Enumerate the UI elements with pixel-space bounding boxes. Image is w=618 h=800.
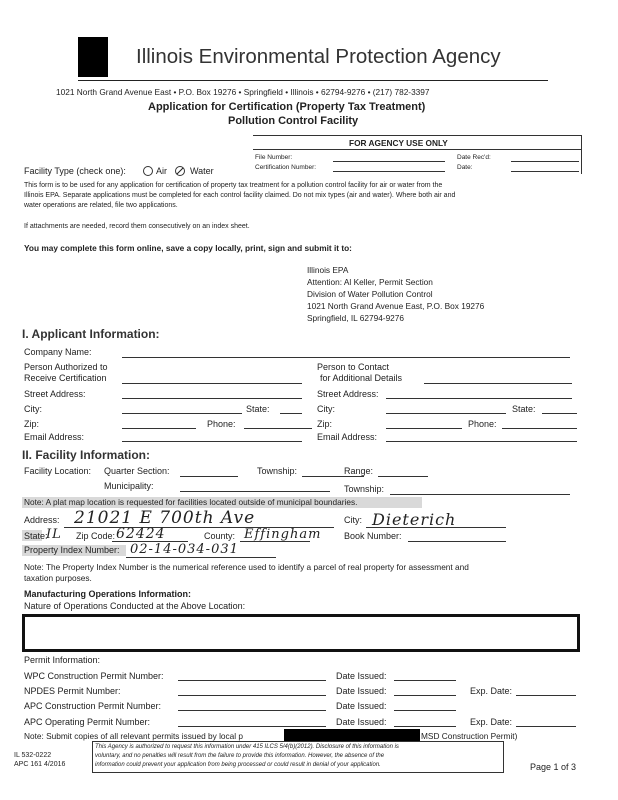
apc-operating-field[interactable]: [178, 726, 326, 727]
agency-use-title: FOR AGENCY USE ONLY: [349, 138, 448, 148]
mail-to-line: Division of Water Pollution Control: [307, 289, 433, 299]
air-label: Air: [156, 166, 167, 176]
pin-field: [126, 557, 276, 558]
state-field[interactable]: [280, 413, 302, 414]
contact-person-label: Person to Contact: [317, 362, 390, 372]
pin-label: Property Index Number:: [24, 545, 120, 555]
book-number-label: Book Number:: [344, 531, 402, 541]
phone-label: Phone:: [207, 419, 236, 429]
municipality-label: Municipality:: [104, 481, 154, 491]
zip-code-value[interactable]: 62424: [116, 526, 166, 542]
apc-construction-field[interactable]: [178, 710, 326, 711]
permit-note: Note: Submit copies of all relevant permits issued by local p: [24, 731, 244, 741]
range-label: Range:: [344, 466, 374, 476]
apc-construction-date-label: Date Issued:: [336, 701, 387, 711]
contact-phone-field[interactable]: [502, 428, 577, 429]
phone-field[interactable]: [244, 428, 312, 429]
facility-location-label: Facility Location:: [24, 466, 92, 476]
date-recd-field[interactable]: [511, 161, 579, 162]
section-2-heading: II. Facility Information:: [22, 448, 151, 462]
apc-construction-date-field[interactable]: [394, 710, 456, 711]
township-2-field[interactable]: [390, 494, 570, 495]
disclaimer-text: This Agency is authorized to request this information under 415 ILCS 5/4(b)(2012). Disclosure of this information is: [95, 744, 399, 750]
submit-instruction: You may complete this form online, save a copy locally, print, sign and submit it to:: [24, 243, 352, 253]
intro-text: This form is to be used for any application for certification of property tax treatment for a pollution control facility for air or water from the: [24, 182, 443, 189]
attachments-note: If attachments are needed, record them consecutively on an index sheet.: [24, 223, 250, 230]
pin-value[interactable]: 02-14-034-031: [130, 542, 239, 557]
agency-use-box: [253, 135, 582, 174]
npdes-permit-field[interactable]: [178, 695, 326, 696]
email-field[interactable]: [122, 441, 302, 442]
mail-to-line: Springfield, IL 62794-9276: [307, 313, 405, 323]
agency-address: 1021 North Grand Avenue East • P.O. Box 19276 • Springfield • Illinois • 62794-9276 • (217) 782-3397: [56, 87, 430, 97]
authorized-person-label: Person Authorized to: [24, 362, 108, 372]
agency-logo: [78, 37, 108, 77]
apc-operating-exp-label: Exp. Date:: [470, 717, 513, 727]
quarter-section-field[interactable]: [180, 476, 238, 477]
header-rule: [78, 80, 548, 81]
municipality-field[interactable]: [180, 491, 330, 492]
street-address-label: Street Address:: [24, 389, 86, 399]
contact-phone-label: Phone:: [468, 419, 497, 429]
disclaimer-text: information could prevent your application from being processed or could result in denial of your application.: [95, 762, 381, 768]
form-id: IL 532-0222: [14, 752, 52, 759]
contact-city-field[interactable]: [386, 413, 506, 414]
contact-state-field[interactable]: [542, 413, 577, 414]
address-label: Address:: [24, 515, 60, 525]
intro-text: Illinois EPA. Separate applications must be completed for each control facility claimed. Do not mix types (air and water). Where both air and: [24, 192, 456, 199]
date-recd-label: Date Rec'd:: [457, 154, 491, 161]
company-name-label: Company Name:: [24, 347, 92, 357]
water-label: Water: [190, 166, 214, 176]
check-mark-icon: [175, 166, 185, 176]
apc-construction-label: APC Construction Permit Number:: [24, 701, 162, 711]
permit-note-end: MSD Construction Permit): [421, 731, 518, 741]
intro-text: water operations are related, file two applications.: [24, 202, 178, 209]
zip-field[interactable]: [122, 428, 196, 429]
county-value[interactable]: Effingham: [244, 527, 322, 542]
county-label: County:: [204, 531, 236, 541]
apc-operating-label: APC Operating Permit Number:: [24, 717, 151, 727]
pin-note: Note: The Property Index Number is the numerical reference used to identify a parcel of real property for assessment and: [24, 562, 469, 572]
contact-street-label: Street Address:: [317, 389, 379, 399]
email-label: Email Address:: [24, 432, 85, 442]
npdes-date-issued-field[interactable]: [394, 695, 456, 696]
pin-note: taxation purposes.: [24, 573, 92, 583]
date-field[interactable]: [511, 171, 579, 172]
section-1-heading: I. Applicant Information:: [22, 327, 160, 341]
page-number: Page 1 of 3: [530, 762, 577, 772]
cert-number-field[interactable]: [333, 171, 445, 172]
contact-zip-label: Zip:: [317, 419, 333, 429]
zip-code-label: Zip Code:: [76, 531, 116, 541]
mail-to-line: 1021 North Grand Avenue East, P.O. Box 19276: [307, 301, 485, 311]
form-title: Application for Certification (Property Tax Treatment): [148, 101, 426, 113]
wpc-date-issued-field[interactable]: [394, 680, 456, 681]
manufacturing-heading: Manufacturing Operations Information:: [24, 589, 192, 599]
township-label: Township:: [257, 466, 298, 476]
zip-label: Zip:: [24, 419, 40, 429]
facility-state-value[interactable]: IL: [46, 527, 62, 542]
mail-to-line: Illinois EPA: [307, 265, 349, 275]
wpc-date-issued-label: Date Issued:: [336, 671, 387, 681]
contact-email-label: Email Address:: [317, 432, 378, 442]
state-label: State:: [246, 404, 270, 414]
npdes-date-issued-label: Date Issued:: [336, 686, 387, 696]
water-radio[interactable]: [175, 166, 185, 176]
mail-to-line: Attention: Al Keller, Permit Section: [307, 277, 433, 287]
date-label: Date:: [457, 164, 473, 171]
air-radio[interactable]: [143, 166, 153, 176]
disclaimer-text: voluntary, and no penalties will result from the failure to provide this information. However, the absence of the: [95, 753, 385, 759]
facility-city-label: City:: [344, 515, 362, 525]
contact-person-field[interactable]: [424, 383, 572, 384]
township-field[interactable]: [302, 476, 364, 477]
contact-person-label: for Additional Details: [320, 373, 403, 383]
facility-city-field: [366, 527, 506, 528]
wpc-permit-label: WPC Construction Permit Number:: [24, 671, 164, 681]
file-number-field[interactable]: [333, 161, 445, 162]
apc-operating-date-field[interactable]: [394, 726, 456, 727]
range-field[interactable]: [378, 476, 428, 477]
npdes-permit-label: NPDES Permit Number:: [24, 686, 121, 696]
contact-street-field[interactable]: [386, 398, 572, 399]
county-field: [240, 541, 310, 542]
npdes-exp-date-label: Exp. Date:: [470, 686, 513, 696]
authorized-person-label: Receive Certification: [24, 373, 107, 383]
contact-email-field[interactable]: [386, 441, 577, 442]
agency-name: Illinois Environmental Protection Agency: [136, 45, 501, 68]
facility-state-label: State:: [24, 531, 48, 541]
city-field[interactable]: [122, 413, 242, 414]
nature-of-operations-label: Nature of Operations Conducted at the Above Location:: [24, 601, 246, 611]
permit-heading: Permit Information:: [24, 655, 101, 665]
book-number-field[interactable]: [408, 541, 506, 542]
file-number-label: File Number:: [255, 154, 293, 161]
plat-map-note: Note: A plat map location is requested for facilities located outside of municipal boundaries.: [24, 497, 358, 507]
street-address-field[interactable]: [122, 398, 302, 399]
disclaimer-box: [92, 741, 504, 773]
address-value[interactable]: 21021 E 700th Ave: [74, 508, 256, 528]
facility-city-value[interactable]: Dieterich: [372, 510, 457, 529]
authorized-person-field[interactable]: [122, 383, 302, 384]
nature-of-operations-field[interactable]: [22, 614, 580, 652]
form-revision: APC 161 4/2016: [14, 761, 66, 768]
city-label: City:: [24, 404, 42, 414]
apc-operating-date-label: Date Issued:: [336, 717, 387, 727]
facility-type-label: Facility Type (check one):: [24, 166, 126, 176]
contact-city-label: City:: [317, 404, 335, 414]
contact-zip-field[interactable]: [386, 428, 462, 429]
form-subtitle: Pollution Control Facility: [228, 115, 359, 127]
company-name-field[interactable]: [122, 357, 570, 358]
cert-number-label: Certification Number:: [255, 164, 317, 171]
township-2-label: Township:: [344, 484, 385, 494]
contact-state-label: State:: [512, 404, 536, 414]
wpc-permit-field[interactable]: [178, 680, 326, 681]
quarter-section-label: Quarter Section:: [104, 466, 170, 476]
apc-operating-exp-field[interactable]: [516, 726, 576, 727]
npdes-exp-date-field[interactable]: [516, 695, 576, 696]
